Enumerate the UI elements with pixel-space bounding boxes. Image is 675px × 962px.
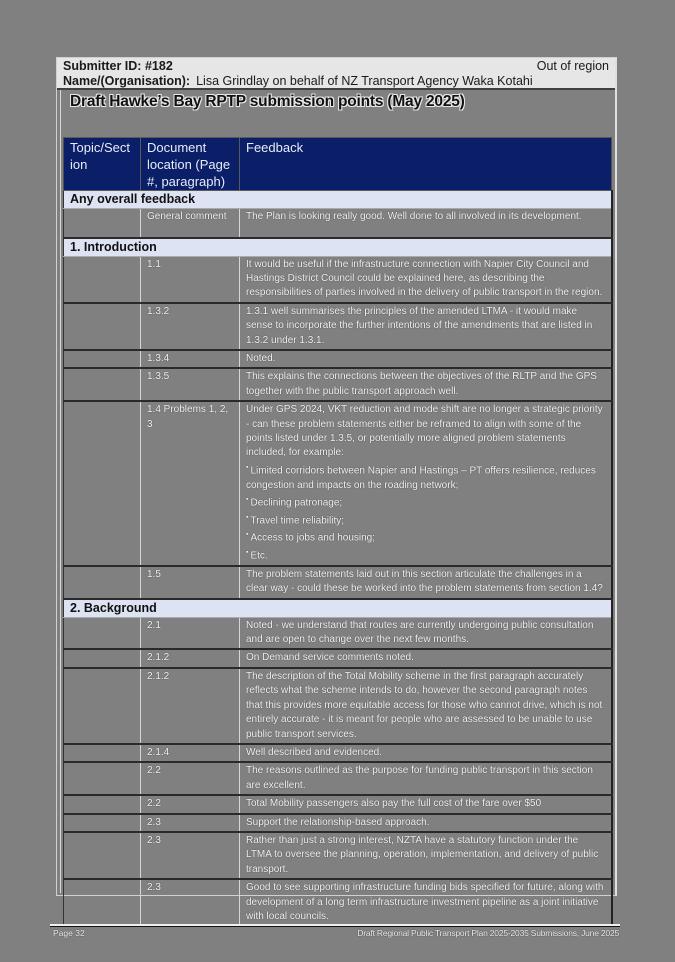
cell-topic (64, 350, 141, 368)
cell-topic (64, 795, 141, 813)
cell-topic (64, 744, 141, 762)
region-status: Out of region (536, 59, 609, 73)
list-item: ▪ Declining patronage; (246, 493, 605, 511)
table-row (64, 401, 612, 566)
table-row (64, 879, 612, 926)
table-row (64, 303, 612, 350)
cell-location: 1.1 (141, 256, 240, 303)
table-row (64, 617, 612, 649)
cell-topic (64, 879, 141, 926)
document-title: Draft Hawke’s Bay RPTP submission points (May 2025) (70, 93, 465, 110)
cell-topic (64, 401, 141, 566)
cell-location: 1.4 Problems 1, 2, 3 (141, 401, 240, 566)
cell-topic (64, 209, 141, 238)
cell-feedback: Good to see supporting infrastructure funding bids specified for future, along with development of a long term infrastructure investment pipeline as a joint initiative with local councils. (240, 879, 612, 926)
section-heading: 2. Background (64, 599, 612, 618)
list-item: ▪ Access to jobs and housing; (246, 528, 605, 546)
cell-topic (64, 649, 141, 667)
cell-feedback: Rather than just a strong interest, NZTA have a statutory function under the LTMA to oversee the planning, operation, implementation, and delivery of public transport. (240, 832, 612, 879)
column-header-location: Document location (Page #, paragraph) (141, 138, 240, 191)
cell-feedback: Support the relationship-based approach. (240, 814, 612, 832)
page-number: Page 32 (53, 928, 85, 938)
feedback-text: Under GPS 2024, VKT reduction and mode shift are no longer a strategic priority - can these problem statements either be reframed to align with some of the points listed under 1.3.5, or potentially more aligned problem statements included, for example: (246, 404, 603, 459)
list-item: ▪ Etc. (246, 546, 605, 564)
submitter-id-value: #182 (144, 59, 173, 73)
list-item: ▪ Limited corridors between Napier and Hastings – PT offers resilience, reduces congestion and impacts on the roading network; (246, 461, 605, 493)
cell-location: 1.3.2 (141, 303, 240, 350)
table-row (64, 649, 612, 667)
cell-feedback (240, 401, 612, 566)
cell-location: 1.5 (141, 566, 240, 599)
table-row (64, 566, 612, 599)
cell-location: 1.3.5 (141, 368, 240, 401)
table-row (64, 368, 612, 401)
table-row (64, 350, 612, 368)
cell-feedback: The reasons outlined as the purpose for funding public transport in this section are excellent. (240, 762, 612, 795)
cell-location: 2.1.2 (141, 668, 240, 744)
cell-topic (64, 566, 141, 599)
cell-feedback: The problem statements laid out in this section articulate the challenges in a clear way - could these be worked into the problem statements from section 1.4? (240, 566, 612, 599)
cell-topic (64, 762, 141, 795)
cell-feedback: The Plan is looking really good. Well done to all involved in its development. (240, 209, 612, 238)
problem-examples-list (246, 461, 605, 564)
cell-feedback: On Demand service comments noted. (240, 649, 612, 667)
table-row (64, 209, 612, 238)
cell-topic (64, 368, 141, 401)
submitter-id-label: Submitter ID: (63, 59, 142, 73)
cell-feedback: Well described and evidenced. (240, 744, 612, 762)
section-heading: 1. Introduction (64, 238, 612, 257)
cell-topic (64, 303, 141, 350)
table-row (64, 795, 612, 813)
list-item: ▪ Travel time reliability; (246, 511, 605, 529)
table-row (64, 762, 612, 795)
section-row-introduction (64, 238, 612, 257)
table-row (64, 668, 612, 744)
table-row (64, 814, 612, 832)
footer-document-title: Draft Regional Public Transport Plan 2025-2035 Submissions, June 2025 (357, 928, 619, 938)
cell-location: General comment (141, 209, 240, 238)
cell-location: 2.1.2 (141, 649, 240, 667)
submission-table (63, 137, 613, 927)
table-row (64, 832, 612, 879)
cell-feedback: Noted - we understand that routes are currently undergoing public consultation and are open to change over the next few months. (240, 617, 612, 649)
column-header-feedback: Feedback (240, 138, 612, 191)
submitter-id-line (63, 59, 609, 74)
table-row (64, 744, 612, 762)
cell-location: 2.3 (141, 879, 240, 926)
submission-page-frame (56, 57, 617, 922)
cell-topic (64, 668, 141, 744)
footer-divider (50, 924, 620, 927)
cell-location: 2.2 (141, 795, 240, 813)
cell-topic (64, 814, 141, 832)
section-heading: Any overall feedback (64, 191, 612, 209)
cell-topic (64, 832, 141, 879)
table-header-row (64, 138, 612, 191)
name-label: Name/(Organisation): (63, 74, 191, 88)
submitter-header (57, 58, 615, 90)
cell-location: 2.3 (141, 832, 240, 879)
column-header-topic: Topic/Sect ion (64, 138, 141, 191)
cell-feedback: This explains the connections between the objectives of the RLTP and the GPS together with the public transport approach well. (240, 368, 612, 401)
cell-feedback: 1.3.1 well summarises the principles of the amended LTMA - it would make sense to incorporate the further intentions of the amendments that are listed in 1.3.2 under 1.3.1. (240, 303, 612, 350)
cell-feedback: It would be useful if the infrastructure connection with Napier City Council and Hastings District Council could be explained here, as describing the responsibilities of parties involved in the delivery of public transport in the region. (240, 256, 612, 303)
submitter-name-line (63, 74, 609, 89)
cell-feedback: The description of the Total Mobility scheme in the first paragraph accurately reflects what the scheme intends to do, however the second paragraph notes that this provides more equitable access for those who cannot drive, which is not entirely accurate - it is meant for people who are assessed to be unable to use public transport services. (240, 668, 612, 744)
cell-location: 2.1.4 (141, 744, 240, 762)
table-row (64, 256, 612, 303)
cell-feedback: Total Mobility passengers also pay the full cost of the fare over $50 (240, 795, 612, 813)
section-row-overall (64, 191, 612, 209)
cell-location: 2.1 (141, 617, 240, 649)
cell-topic (64, 617, 141, 649)
name-value: Lisa Grindlay on behalf of NZ Transport Agency Waka Kotahi (196, 74, 533, 88)
section-row-background (64, 599, 612, 618)
cell-location: 2.2 (141, 762, 240, 795)
cell-topic (64, 256, 141, 303)
frame-divider (60, 90, 61, 893)
cell-location: 2.3 (141, 814, 240, 832)
cell-location: 1.3.4 (141, 350, 240, 368)
cell-feedback: Noted. (240, 350, 612, 368)
